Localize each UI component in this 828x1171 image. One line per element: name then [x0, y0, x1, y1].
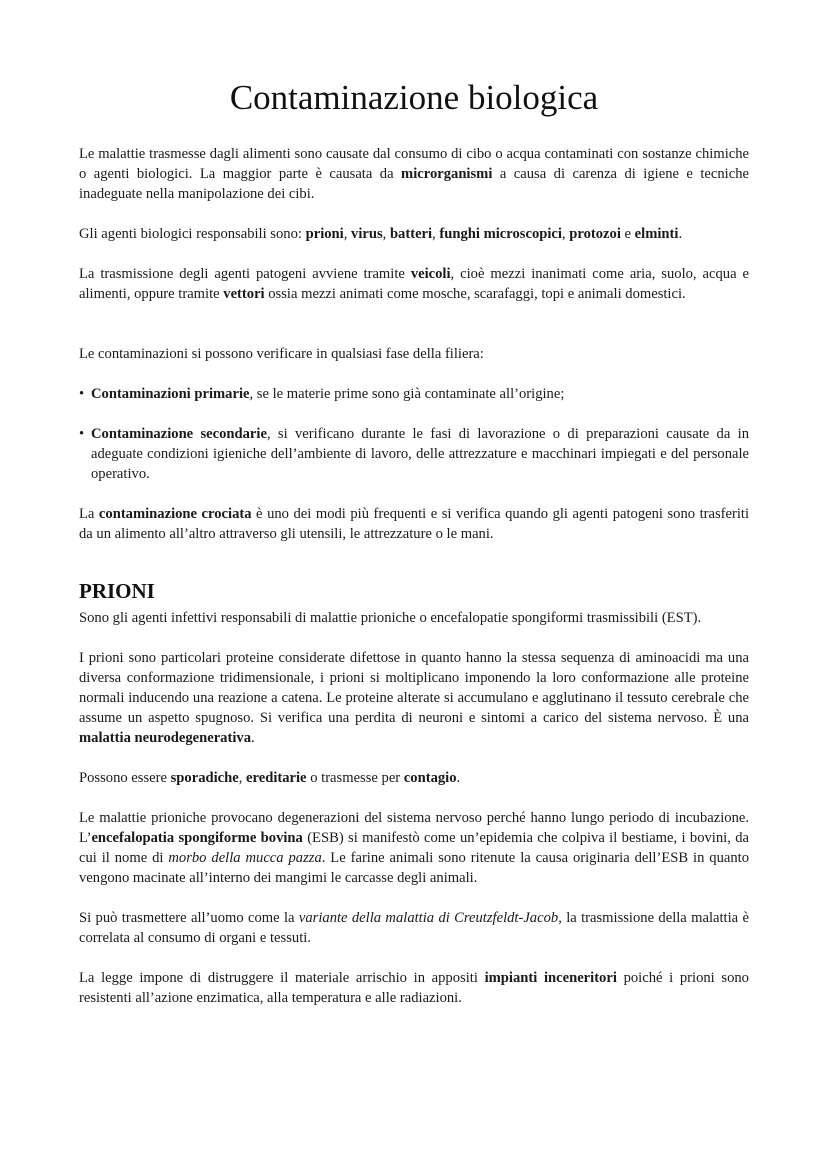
- bold-term: Contaminazioni primarie: [91, 386, 250, 402]
- bold-term: batteri: [389, 226, 433, 242]
- text-run: ossia mezzi animati come mosche, scarafaggi, topi e animali domestici.: [264, 286, 686, 302]
- text-run: La trasmissione degli agenti patogeni avviene tramite: [79, 266, 411, 282]
- intro-paragraph-cross-contamination: [79, 504, 749, 544]
- prioni-paragraph-definition: Sono gli agenti infettivi responsabili di malattie prioniche o encefalopatie spongiformi trasmissibili (EST).: [79, 610, 702, 626]
- bold-term: veicoli: [410, 266, 451, 282]
- bold-term: protozoi: [569, 226, 621, 242]
- text-run: La: [79, 506, 99, 522]
- prioni-paragraph-types: [79, 768, 749, 788]
- section-heading-prioni: PRIONI: [79, 579, 155, 603]
- text-run: poiché i prioni sono resistenti all’azione enzimatica, alla temperatura e alle radiazioni.: [79, 970, 749, 1006]
- list-item: [79, 384, 749, 404]
- text-run: Le malattie trasmesse dagli alimenti sono causate dal consumo di cibo o acqua contaminati con sostanze chimiche o agenti biologici. La maggior parte è causata da: [79, 146, 749, 182]
- prioni-paragraph-law: [79, 968, 749, 1008]
- text-run: o trasmesse per: [306, 770, 404, 786]
- text-run: ,: [343, 226, 352, 242]
- text-run: ,: [432, 226, 440, 242]
- bullet-icon: •: [79, 386, 85, 402]
- text-run: Gli agenti biologici responsabili sono:: [79, 226, 306, 242]
- italic-term: morbo della mucca pazza: [168, 850, 322, 866]
- text-run: .: [456, 770, 461, 786]
- text-run: a causa di carenza di igiene e tecniche inadeguate nella manipolazione dei cibi.: [79, 166, 749, 202]
- text-run: , la trasmissione della malattia è correlata al consumo di organi e tessuti.: [79, 910, 749, 946]
- text-run: Le malattie prioniche provocano degenerazioni del sistema nervoso perché hanno lungo periodo di incubazione. L’: [79, 810, 749, 846]
- bold-term: malattia neurodegenerativa: [79, 730, 251, 746]
- intro-paragraph-agents: [79, 224, 749, 244]
- text-run: ,: [382, 226, 390, 242]
- text-run: ,: [238, 770, 247, 786]
- text-run: e: [620, 226, 635, 242]
- page-title: Contaminazione biologica: [229, 78, 599, 117]
- text-run: . Le farine animali sono ritenute la causa originaria dell’ESB in quanto vengono macinate all’interno dei mangimi le carcasse degli animali.: [79, 850, 750, 886]
- bold-term: contaminazione crociata: [98, 506, 252, 522]
- prioni-paragraph-description: [79, 648, 749, 748]
- contamination-list: [79, 384, 749, 484]
- bold-term: vettori: [223, 286, 265, 302]
- bold-term: Contaminazione secondarie: [91, 426, 267, 442]
- text-run: La legge impone di distruggere il materiale arrischio in appositi: [79, 970, 485, 986]
- intro-paragraph-supply-chain: Le contaminazioni si possono verificare in qualsiasi fase della filiera:: [79, 346, 484, 362]
- text-run: Possono essere: [79, 770, 171, 786]
- text-run: è uno dei modi più frequenti e si verifica quando gli agenti patogeni sono trasferiti da un alimento all’altro attraverso gli utensili, le attrezzature o le mani.: [79, 506, 750, 542]
- bullet-icon: •: [79, 426, 85, 442]
- text-run: , cioè mezzi inanimati come aria, suolo, acqua e alimenti, oppure tramite: [79, 266, 749, 302]
- bold-term: sporadiche: [170, 770, 239, 786]
- prioni-paragraph-esb: [79, 808, 749, 888]
- text-run: , si verificano durante le fasi di lavorazione o di preparazioni causate da in adeguate condizioni igieniche dell’ambiente di lavoro, delle attrezzature e macchinari impiegati e del personale operativo.: [91, 426, 749, 482]
- bold-term: encefalopatia spongiforme bovina: [91, 830, 303, 846]
- bold-term: ereditarie: [246, 770, 307, 786]
- bold-term: contagio: [403, 770, 457, 786]
- bold-term: prioni: [305, 226, 344, 242]
- bold-term: virus: [351, 226, 383, 242]
- bold-term: impianti inceneritori: [484, 970, 617, 986]
- text-run: .: [678, 226, 683, 242]
- bold-term: microrganismi: [401, 166, 493, 182]
- list-item: [79, 424, 749, 484]
- text-run: ,: [561, 226, 570, 242]
- intro-paragraph-foodborne: [79, 144, 749, 204]
- text-run: Si può trasmettere all’uomo come la: [79, 910, 299, 926]
- bold-term: elminti: [634, 226, 679, 242]
- text-run: .: [251, 730, 255, 746]
- document-page: [79, 0, 749, 1008]
- bold-term: funghi microscopici: [439, 226, 562, 242]
- prioni-paragraph-human: [79, 908, 749, 948]
- text-run: (ESB) si manifestò come un’epidemia che colpiva il bestiame, i bovini, da cui il nome di: [79, 830, 749, 866]
- text-run: , se le materie prime sono già contaminate all’origine;: [249, 386, 565, 402]
- intro-paragraph-transmission: [79, 264, 749, 304]
- italic-term: variante della malattia di Creutzfeldt-Jacob: [298, 910, 559, 926]
- text-run: I prioni sono particolari proteine considerate difettose in quanto hanno la stessa sequenza di aminoacidi ma una diversa conformazione tridimensionale, i prioni si moltiplicano imponendo la loro conformazione alle proteine normali inducendo una reazione a catena. Le proteine alterate si accumulano e agglutinano il tessuto cerebrale che assume un aspetto spugnoso. Si verifica una perdita di neuroni e sintomi a carico del sistema nervoso. È una: [79, 650, 749, 726]
